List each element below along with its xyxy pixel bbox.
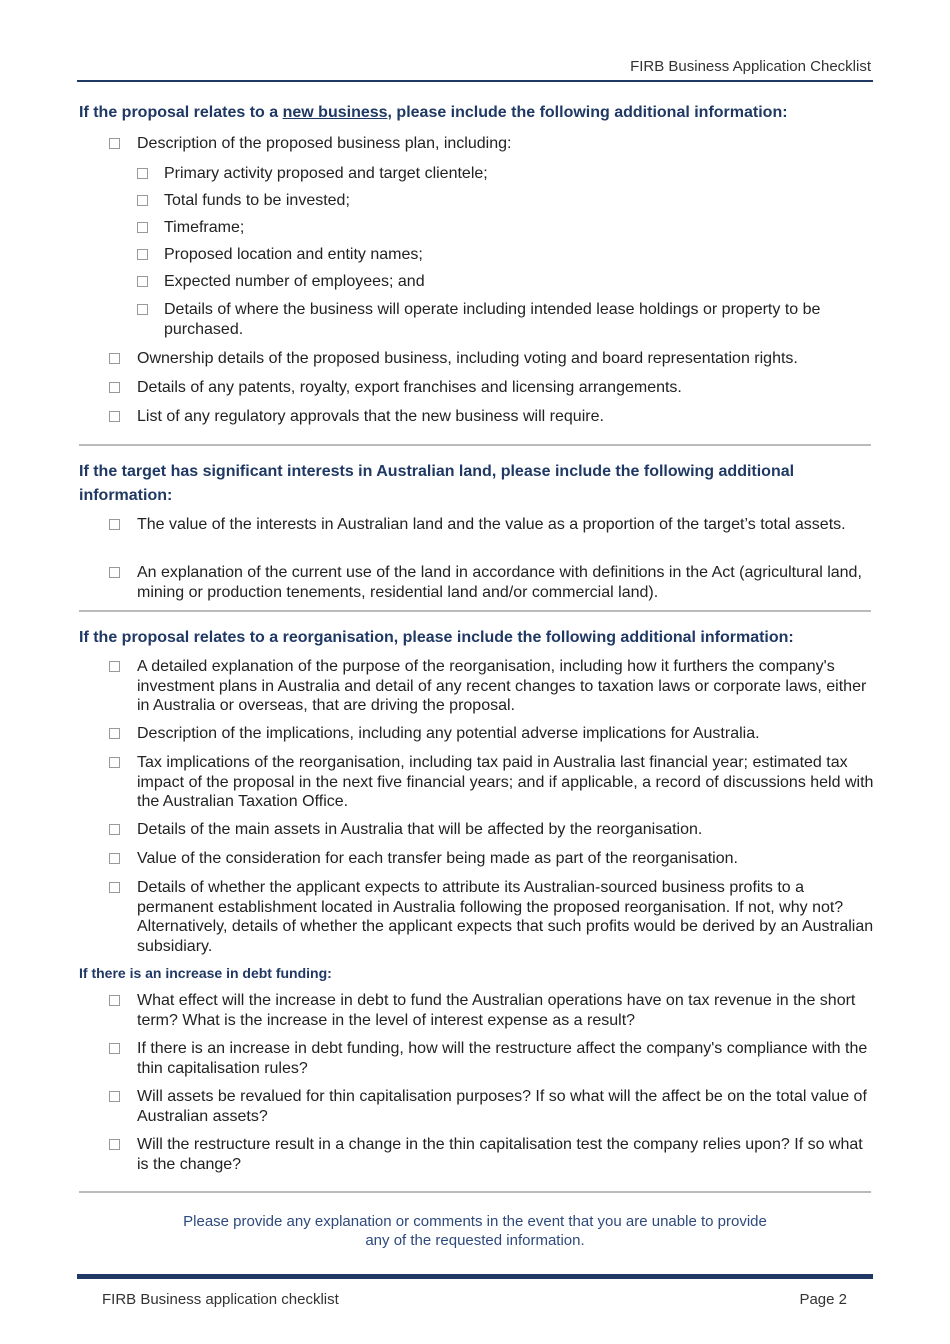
checklist-item: Description of the proposed business plan, including: bbox=[137, 134, 877, 154]
checkbox[interactable] bbox=[109, 353, 120, 364]
checklist-subitem: Details of where the business will operate including intended lease holdings or property to be purchased. bbox=[164, 300, 876, 339]
checkbox[interactable] bbox=[109, 757, 120, 768]
checkbox[interactable] bbox=[137, 276, 148, 287]
checklist-item: Ownership details of the proposed business, including voting and board representation rights. bbox=[137, 349, 877, 369]
checkbox[interactable] bbox=[109, 661, 120, 672]
checkbox[interactable] bbox=[109, 411, 120, 422]
footer-divider bbox=[77, 1274, 873, 1279]
checklist-item: Tax implications of the reorganisation, including tax paid in Australia last financial year; estimated tax impact of the proposal in the next five financial years; and if applicable, a record of discussions held with the Australian Taxation Office. bbox=[137, 753, 877, 812]
checklist-item: List of any regulatory approvals that the new business will require. bbox=[137, 407, 877, 427]
section-title-reorganisation: If the proposal relates to a reorganisation, please include the following additional information: bbox=[79, 629, 794, 646]
section-divider bbox=[79, 444, 871, 446]
checklist-item: The value of the interests in Australian land and the value as a proportion of the target’s total assets. bbox=[137, 515, 877, 535]
section-title-new-business: If the proposal relates to a new business, please include the following additional information: bbox=[79, 104, 788, 121]
checklist-item: Details of any patents, royalty, export franchises and licensing arrangements. bbox=[137, 378, 877, 398]
checklist-item: What effect will the increase in debt to fund the Australian operations have on tax revenue in the short term? What is the increase in the level of interest expense as a result? bbox=[137, 991, 877, 1030]
new-business-link-text: new business bbox=[282, 104, 388, 121]
section-title-land: If the target has significant interests in Australian land, please include the following additional information: bbox=[79, 463, 795, 504]
checklist-item: Will the restructure result in a change in the thin capitalisation test the company relies upon? If so what is the change? bbox=[137, 1135, 877, 1174]
checkbox[interactable] bbox=[137, 249, 148, 260]
section-divider bbox=[79, 1191, 871, 1193]
checklist-item: If there is an increase in debt funding, how will the restructure affect the company's compliance with the thin capitalisation rules? bbox=[137, 1039, 877, 1078]
checkbox[interactable] bbox=[137, 222, 148, 233]
checklist-subitem: Expected number of employees; and bbox=[164, 272, 876, 292]
checklist-subitem: Primary activity proposed and target clientele; bbox=[164, 164, 876, 184]
checkbox[interactable] bbox=[137, 304, 148, 315]
checklist-subitem: Timeframe; bbox=[164, 218, 876, 238]
checkbox[interactable] bbox=[109, 1091, 120, 1102]
checklist-item: Will assets be revalued for thin capitalisation purposes? If so what will the affect be on the total value of Australian assets? bbox=[137, 1087, 877, 1126]
checklist-item: A detailed explanation of the purpose of the reorganisation, including how it furthers the company's investment plans in Australia and detail of any recent changes to taxation laws or corporate laws, either in Australia or overseas, that are driving the proposal. bbox=[137, 657, 877, 716]
checkbox[interactable] bbox=[109, 567, 120, 578]
checkbox[interactable] bbox=[137, 168, 148, 179]
checklist-item: An explanation of the current use of the land in accordance with definitions in the Act (agricultural land, mining or production tenements, residential land and/or commercial land). bbox=[137, 563, 877, 602]
checklist-subitem: Total funds to be invested; bbox=[164, 191, 876, 211]
subsection-title-debt-funding: If there is an increase in debt funding: bbox=[79, 965, 332, 981]
page-number: Page 2 bbox=[799, 1291, 847, 1308]
checklist-item: Details of whether the applicant expects to attribute its Australian-sourced business profits to a permanent establishment located in Australia following the proposed reorganisation. If not, why not? Alternatively, details of whether the applicant expects that such profits would be derived by an Australian subsidiary. bbox=[137, 878, 877, 956]
checkbox[interactable] bbox=[109, 995, 120, 1006]
checkbox[interactable] bbox=[109, 882, 120, 893]
checkbox[interactable] bbox=[137, 195, 148, 206]
footer-title: FIRB Business application checklist bbox=[102, 1291, 339, 1308]
checklist-item: Value of the consideration for each transfer being made as part of the reorganisation. bbox=[137, 849, 877, 869]
note-line-1: Please provide any explanation or comments in the event that you are unable to provide bbox=[183, 1213, 767, 1230]
checklist-subitem: Proposed location and entity names; bbox=[164, 245, 876, 265]
checkbox[interactable] bbox=[109, 728, 120, 739]
checkbox[interactable] bbox=[109, 382, 120, 393]
note-line-2: any of the requested information. bbox=[365, 1232, 585, 1249]
checkbox[interactable] bbox=[109, 519, 120, 530]
section-divider bbox=[79, 610, 871, 612]
checkbox[interactable] bbox=[109, 853, 120, 864]
checkbox[interactable] bbox=[109, 1043, 120, 1054]
checklist-item: Details of the main assets in Australia that will be affected by the reorganisation. bbox=[137, 820, 877, 840]
checkbox[interactable] bbox=[109, 824, 120, 835]
checkbox[interactable] bbox=[109, 138, 120, 149]
header-divider bbox=[77, 80, 873, 82]
checkbox[interactable] bbox=[109, 1139, 120, 1150]
checklist-item: Description of the implications, including any potential adverse implications for Australia. bbox=[137, 724, 877, 744]
page-header-title: FIRB Business Application Checklist bbox=[630, 58, 871, 75]
